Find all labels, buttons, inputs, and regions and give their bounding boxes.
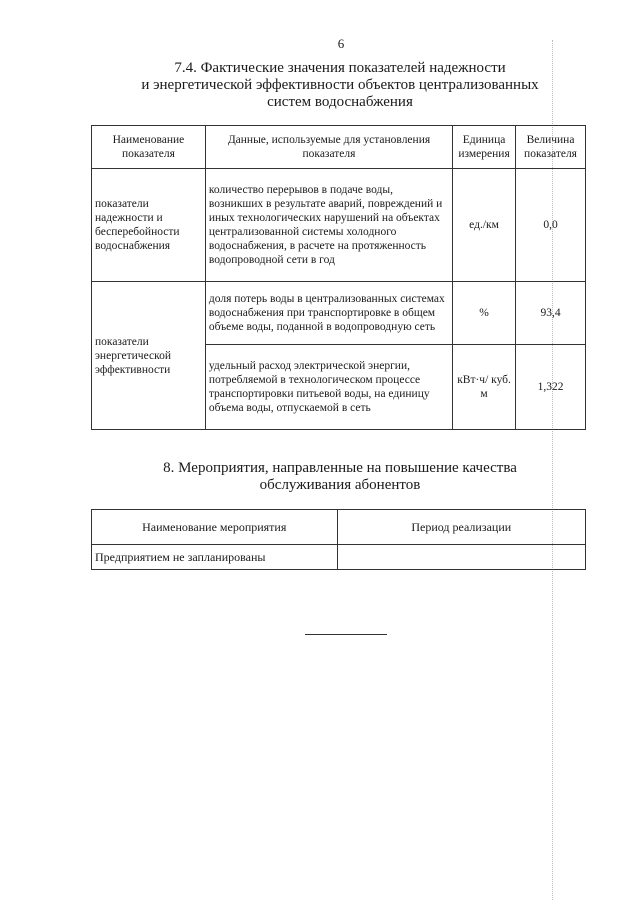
indicator-value: 1,322 [516, 345, 586, 430]
header-measure-name: Наименование мероприятия [92, 510, 338, 545]
indicator-unit: кВт·ч/ куб. м [453, 345, 516, 430]
header-unit: Единица измерения [453, 126, 516, 169]
section-8-title [92, 460, 588, 494]
indicators-table [91, 125, 586, 430]
indicator-data: удельный расход электрической энергии, потребляемой в технологическом процессе транспортировки питьевой воды, на единицу объема воды, отпускаемой в сеть [205, 345, 452, 430]
measures-table [91, 509, 586, 570]
header-indicator-name: Наименование показателя [92, 126, 206, 169]
indicator-value: 0,0 [516, 169, 586, 282]
title-line: обслуживания абонентов [259, 477, 421, 493]
title-line: 8. Мероприятия, направленные на повышение качества [163, 460, 517, 476]
page-number: 6 [337, 36, 345, 51]
indicator-group: показатели надежности и бесперебойности водоснабжения [92, 169, 206, 282]
title-line: и энергетической эффективности объектов централизованных [141, 77, 539, 93]
indicator-data: количество перерывов в подаче воды, возникших в результате аварий, повреждений и иных технологических нарушений на объектах централизованной системы холодного водоснабжения, в расчете на протяженность водопроводной сети в год [205, 169, 452, 282]
header-value: Величина показателя [516, 126, 586, 169]
table-header-row [92, 126, 586, 169]
table-header-row [92, 510, 586, 545]
title-line: систем водоснабжения [267, 94, 413, 110]
table-row [92, 282, 586, 345]
table-row [92, 169, 586, 282]
title-line: 7.4. Фактические значения показателей надежности [174, 60, 506, 76]
indicator-data: доля потерь воды в централизованных системах водоснабжения при транспортировке в общем объеме воды, поданной в водопроводную сеть [205, 282, 452, 345]
indicator-value: 93,4 [516, 282, 586, 345]
indicator-unit: ед./км [453, 169, 516, 282]
measure-period [337, 545, 585, 570]
measure-name: Предприятием не запланированы [92, 545, 338, 570]
indicator-unit: % [453, 282, 516, 345]
indicator-group: показатели энергетической эффективности [92, 282, 206, 430]
header-period: Период реализации [337, 510, 585, 545]
table-row [92, 545, 586, 570]
section-7-4-title [92, 60, 588, 111]
end-rule [305, 634, 387, 635]
header-data-used: Данные, используемые для установления показателя [205, 126, 452, 169]
